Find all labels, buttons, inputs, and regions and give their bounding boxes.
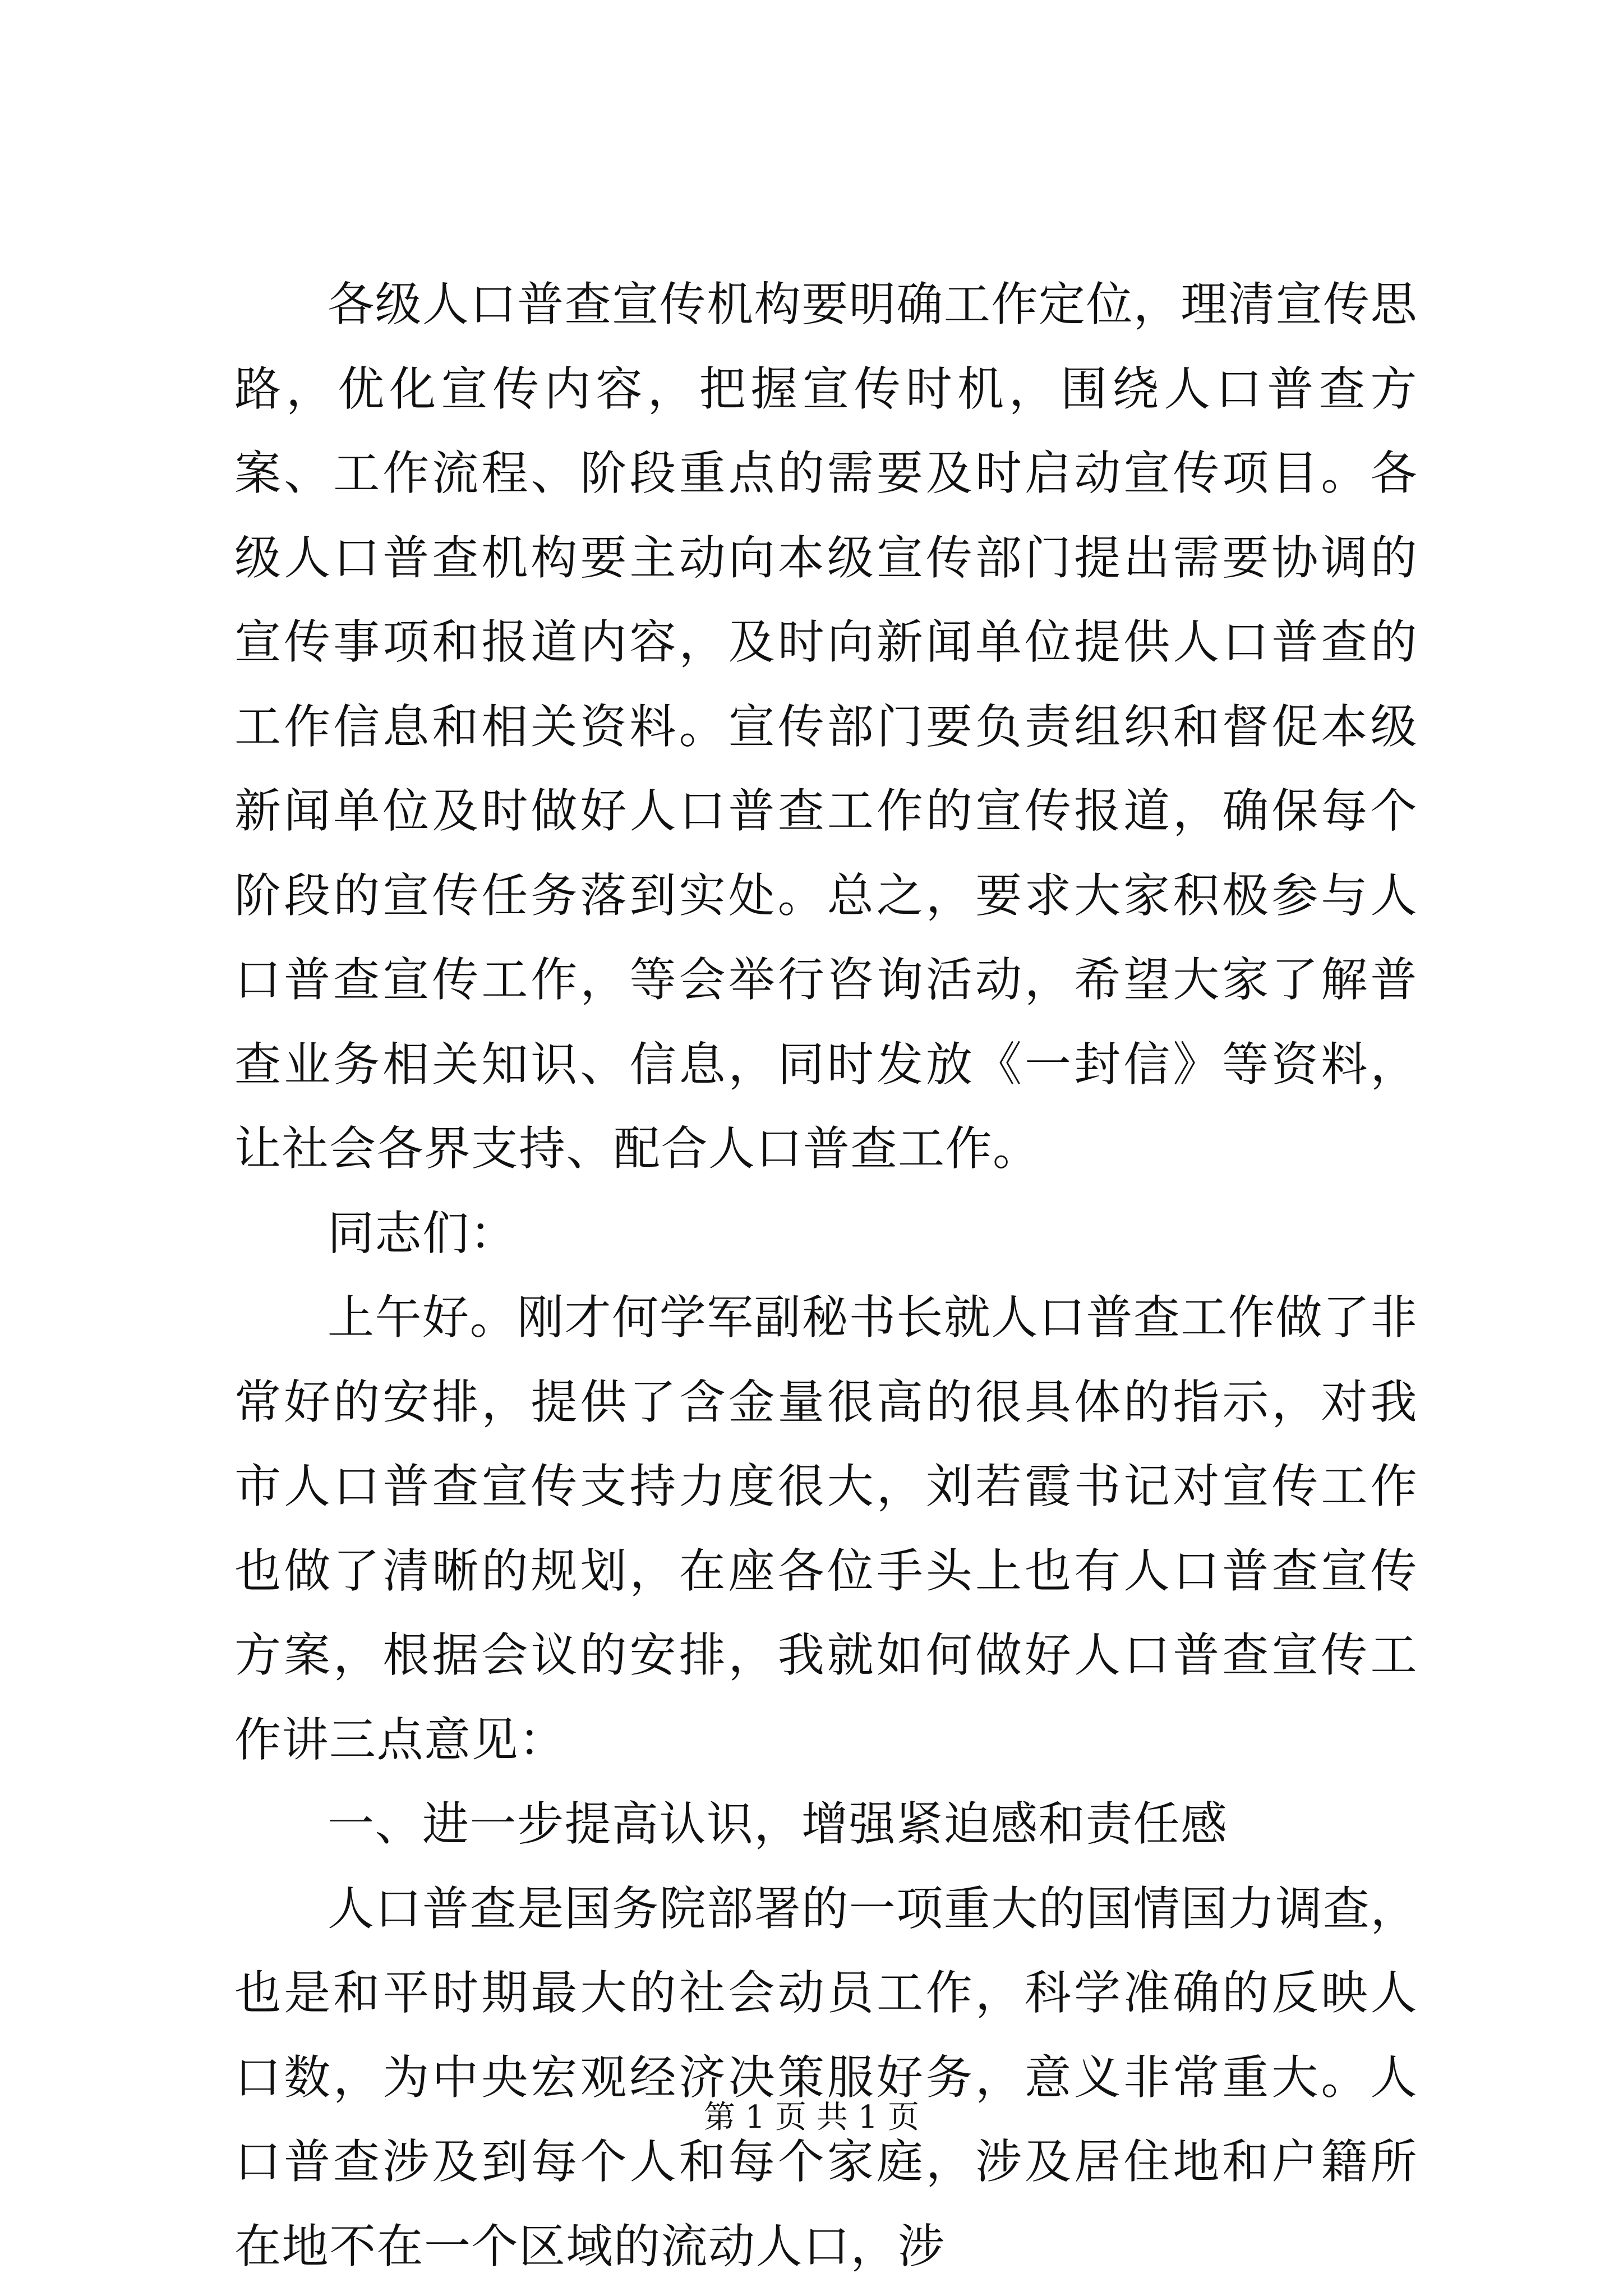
page-footer: 第 1 页 共 1 页 [703,2099,920,2136]
paragraph-salutation: 同志们： [328,1205,517,1260]
section-heading-one: 一、进一步提高认识，增强紧迫感和责任感 [328,1797,1228,1851]
paragraph-census-importance: 人口普查是国务院部署的一项重大的国情国力调查，也是和平时期最大的社会动员工作，科学准确的反映人口数，为中央宏观经济决策服好务，意义非常重大。人口普查涉及到每个人和每个家庭，涉及居住地和户籍所在地不在一个区域的流动人口，涉 [234,1881,1418,2274]
paragraph-publicity-duties: 各级人口普查宣传机构要明确工作定位，理清宣传思路，优化宣传内容，把握宣传时机，围绕人口普查方案、工作流程、阶段重点的需要及时启动宣传项目。各级人口普查机构要主动向本级宣传部门提出需要协调的宣传事项和报道内容，及时向新闻单位提供人口普查的工作信息和相关资料。宣传部门要负责组织和督促本级新闻单位及时做好人口普查工作的宣传报道，确保每个阶段的宣传任务落到实处。总之，要求大家积极参与人口普查宣传工作，等会举行咨询活动，希望大家了解普查业务相关知识、信息，同时发放《一封信》等资料，让社会各界支持、配合人口普查工作。 [234,277,1418,1176]
document-body [234,263,1418,2289]
paragraph-opening-remarks: 上午好。刚才何学军副秘书长就人口普查工作做了非常好的安排，提供了含金量很高的很具体的指示，对我市人口普查宣传支持力度很大，刘若霞书记对宣传工作也做了清晰的规划，在座各位手头上也有人口普查宣传方案，根据会议的安排，我就如何做好人口普查宣传工作讲三点意见： [234,1290,1418,1767]
